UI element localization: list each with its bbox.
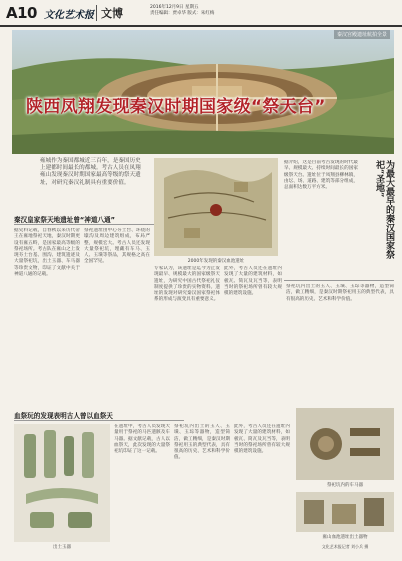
side-column-2: 祭祀坑内出土的玉人、玉璜、玉琮等器物，造型简洁，做工精细，是秦汉时期祭祀用玉的典型代表，具有很高的历史、艺术和科学价值。: [286, 284, 394, 302]
map-figure: [154, 158, 278, 256]
subheading-2-rule: [14, 420, 184, 421]
jade-artifacts-image: [14, 424, 110, 542]
artifact-photo-3-caption: 雍山血池遗址出土器物: [322, 535, 368, 540]
side-title: 为最大最早的秦汉国家祭祀“圣地”: [374, 160, 394, 259]
paper-name: 文化艺术报: [44, 10, 94, 21]
subheading-1: 秦汉皇家祭天地遗址曾“神道八通”: [14, 216, 115, 224]
artifact-photo-2: [296, 408, 394, 480]
body-column-a: 据史料记载，自春秋以来历代帝王在雍地祭祀天地，秦汉时期更设有雍五畤，是国家最高等级的祭祀场所。考古队在雍山之上发现夯土台基、围沟、建筑遗迹及大量祭祀坑，出土玉器、车马器等珍贵文物，印证了文献中关于神道八通的记载。: [14, 228, 80, 278]
body-column-f: 此外，考古人员还在遗址内发现了大量的建筑材料，如板瓦、筒瓦及瓦当等，表明当时的祭祀场所曾有较大规模的建筑设施。: [234, 424, 290, 455]
headline: 陕西凤翔发现秦汉时期国家级“祭天台”: [26, 97, 326, 117]
artifacts-photo: [14, 424, 110, 542]
subheading-2: 血祭玩的发现表明古人曾以血祭天: [14, 412, 113, 420]
page-number: A10: [6, 4, 37, 22]
photo-credit: 文化艺术报记者 刘小兵 摄: [321, 544, 369, 549]
artifact-photo-3: [296, 492, 394, 532]
artifacts-caption: 出土玉器: [53, 545, 71, 550]
site-map-image: [154, 158, 278, 256]
body-column-c2: 此外，考古人员还在遗址内发现了大量的建筑材料，如板瓦、筒瓦及瓦当等，表明当时的祭祀场所曾有较大规模的建筑设施。: [224, 266, 282, 297]
side-column: 据介绍，这是目前考古发现的时代最早、规模最大、持续时间最长的国家级祭天台。遗址位于凤翔县柳林镇，由坛、场、道路、建筑等部分组成，总面积达数万平方米。: [284, 160, 358, 191]
masthead-rule: [0, 25, 402, 27]
body-column-e: 祭祀坑内出土的玉人、玉璜、玉琮等器物，造型简洁，做工精细，是秦汉时期祭祀用玉的典型代表，具有很高的历史、艺术和科学价值。: [174, 424, 230, 461]
subheading-1-rule: [14, 224, 154, 225]
body-column-c: 专家认为，该遗址是迄今为止发现最早、规模最大的国家级祭天遗址，为研究中国古代祭祀礼仪制度提供了珍贵的实物资料。遗址的发现对研究秦汉国家祭祀体系的形成与演变具有重要意义。: [154, 266, 220, 303]
masthead: [0, 0, 402, 26]
chariot-fittings-image: [296, 408, 394, 480]
map-caption: 2000年发现的秦汉血池遗址: [187, 259, 245, 264]
masthead-meta: [150, 5, 240, 17]
side-divider: [284, 280, 394, 281]
section-name: 文博: [96, 5, 123, 21]
body-column-d: 在遗址中，考古人员发现大量用于祭祀的马匹遗骸及车马器。据文献记载，古人以血祭天，此次发现的大量祭祀坑印证了这一记载。: [114, 424, 170, 455]
masthead-editors: 责任编辑：贾卓华 版式：朱红梅: [150, 11, 215, 16]
masthead-date: 2016年12月9日 星期五: [150, 5, 199, 10]
artifacts-group-image: [296, 492, 394, 532]
intro-paragraph: 雍城作为秦国都城近三百年，是秦国历史上建都时间最长的都城。考古人员在凤翔雍山发现秦汉时期国家最高等级的祭天遗址，对研究秦汉礼制具有重要价值。: [40, 158, 141, 186]
artifact-photo-2-caption: 祭祀坑内的车马器: [327, 483, 363, 488]
body-column-b: 祭祀遗址由中心夯土台、环绕的壕沟及周边建筑组成，布局严整，规模宏大。考古人员还发现大量祭祀坑，埋藏有车马、玉人、玉璜等祭品，其规格之高在全国罕见。: [84, 228, 150, 265]
lead-photo-caption: 秦汉宫殿遗址航拍全景: [334, 30, 390, 39]
